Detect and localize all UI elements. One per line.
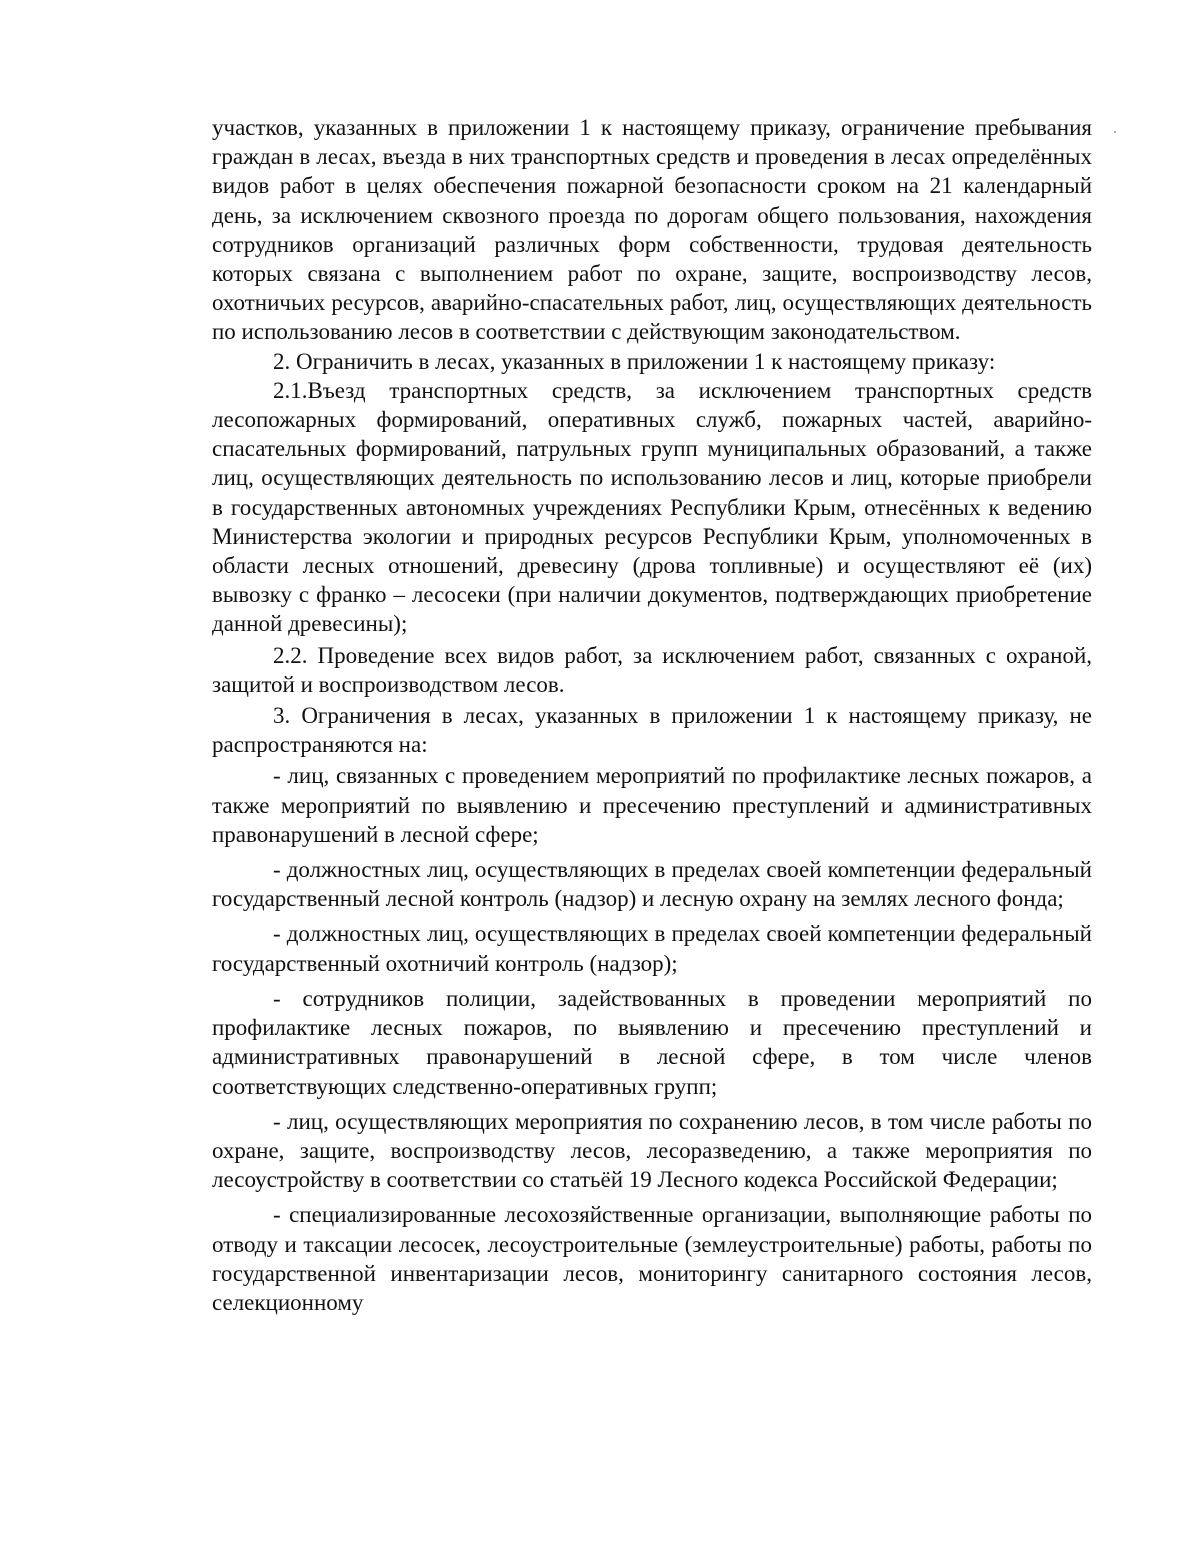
list-item-forest-control-officials: - должностных лиц, осуществляющих в пределах своей компетенции федеральный государственный лесной контроль (надзор) и лесную охрану на землях лесного фонда; [212, 857, 1092, 912]
list-item-specialized-organizations: - специализированные лесохозяйственные организации, выполняющие работы по отводу и таксации лесосек, лесоустроительные (землеустроительные) работы, работы по государственной инвентаризации лесов, мониторингу санитарного состояния лесов, селекционному [212, 1202, 1092, 1315]
list-item-fire-prevention: - лиц, связанных с проведением мероприятий по профилактике лесных пожаров, а также мероприятий по выявлению и пресечению преступлений и административных правонарушений в лесной сфере; [212, 763, 1092, 847]
scan-speck [1114, 131, 1116, 133]
paragraph-item-2: 2. Ограничить в лесах, указанных в приложении 1 к настоящему приказу: [273, 348, 996, 374]
document-page [212, 113, 1092, 1317]
list-item-hunting-control-officials: - должностных лиц, осуществляющих в пределах своей компетенции федеральный государственный охотничий контроль (надзор); [212, 921, 1092, 976]
paragraph-item-3: 3. Ограничения в лесах, указанных в приложении 1 к настоящему приказу, не распространяются на: [212, 703, 1092, 758]
list-item-police: - сотрудников полиции, задействованных в проведении мероприятий по профилактике лесных пожаров, по выявлению и пресечению преступлений и административных правонарушений в лесной сфере, в том числе членов соответствующих следственно-оперативных групп; [212, 985, 1092, 1099]
paragraph-continuation: участков, указанных в приложении 1 к настоящему приказу, ограничение пребывания граждан в лесах, въезда в них транспортных средств и проведения в лесах определённых видов работ в целях обеспечения пожарной безопасности сроком на 21 календарный день, за исключением сквозного проезда по дорогам общего пользования, нахождения сотрудников организаций различных форм собственности, трудовая деятельность которых связана с выполнением работ по охране, защите, воспроизводству лесов, охотничьих ресурсов, аварийно-спасательных работ, лиц, осуществляющих деятельность по использованию лесов в соответствии с действующим законодательством. [212, 115, 1092, 345]
paragraph-item-2-1: 2.1.Въезд транспортных средств, за исключением транспортных средств лесопожарных формирований, оперативных служб, пожарных частей, аварийно-спасательных формирований, патрульных групп муниципальных образований, а также лиц, осуществляющих деятельность по использованию лесов и лиц, которые приобрели в государственных автономных учреждениях Республики Крым, отнесённых к ведению Министерства экологии и природных ресурсов Республики Крым, уполномоченных в области лесных отношений, древесину (дрова топливные) и осуществляют её (их) вывозку с франко – лесосеки (при наличии документов, подтверждающих приобретение данной древесины); [212, 377, 1092, 637]
list-item-forest-preservation: - лиц, осуществляющих мероприятия по сохранению лесов, в том числе работы по охране, защите, воспроизводству лесов, лесоразведению, а также мероприятия по лесоустройству в соответствии со статьёй 19 Лесного кодекса Российской Федерации; [212, 1108, 1092, 1193]
paragraph-item-2-2: 2.2. Проведение всех видов работ, за исключением работ, связанных с охраной, защитой и воспроизводством лесов. [212, 642, 1092, 697]
